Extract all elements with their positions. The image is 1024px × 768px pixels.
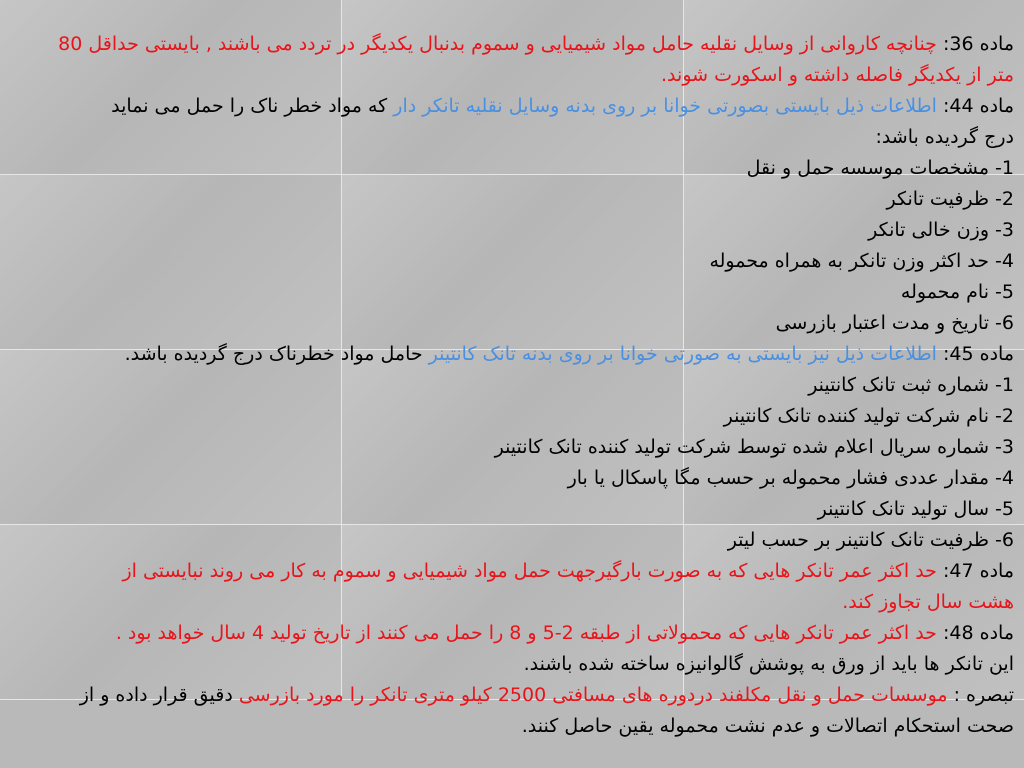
article-44-line-1 <box>12 91 1014 122</box>
article-48-line-2: این تانکر ها باید از ورق به پوشش گالوانیزه ساخته شده باشند. <box>523 653 1014 675</box>
article-44-item: 5- نام محموله <box>900 281 1014 303</box>
article-45-item: 5- سال تولید تانک کانتینر <box>817 498 1014 520</box>
article-44-prefix: ماده 44: <box>936 95 1014 117</box>
article-44-line-2: درج گردیده باشد: <box>875 126 1014 148</box>
article-36-line-2: متر از یکدیگر فاصله داشته و اسکورت شوند. <box>661 64 1014 86</box>
note-highlight: موسسات حمل و نقل مکلفند دردوره های مسافتی 2500 کیلو متری تانکر را مورد بازرسی <box>238 684 948 706</box>
article-48-text: حد اکثر عمر تانکر هایی که محمولاتی از طبقه 2-5 و 8 را حمل می کنند از تاریخ تولید 4 سال خواهد بود . <box>115 622 937 644</box>
article-45-item: 6- ظرفیت تانک کانتینر بر حسب لیتر <box>727 529 1014 551</box>
article-45-line-1 <box>12 339 1014 370</box>
note-line-2: صحت استحکام اتصالات و عدم نشت محموله یقین حاصل کنند. <box>521 715 1014 737</box>
article-45-item: 3- شماره سریال اعلام شده توسط شرکت تولید کننده تانک کانتینر <box>494 436 1014 458</box>
article-45-suffix: حامل مواد خطرناک درج گردیده باشد. <box>124 343 429 365</box>
article-45-item: 1- شماره ثبت تانک کانتینر <box>808 374 1014 396</box>
article-45-highlight: اطلاعات ذیل نیز بایستی به صورتی خوانا بر روی بدنه تانک کانتینر <box>428 343 937 365</box>
article-47-text: حد اکثر عمر تانکر هایی که به صورت بارگیرجهت حمل مواد شیمیایی و سموم به کار می روند نبایستی از <box>122 560 937 582</box>
article-36-prefix: ماده 36: <box>936 33 1014 55</box>
article-47-line-1 <box>12 556 1014 587</box>
article-44-highlight: اطلاعات ذیل بایستی بصورتی خوانا بر روی بدنه وسایل نقلیه تانکر دار <box>393 95 937 117</box>
article-45-prefix: ماده 45: <box>936 343 1014 365</box>
note-suffix: دقیق قرار داده و از <box>79 684 239 706</box>
article-47-line-2: هشت سال تجاوز کند. <box>842 591 1014 613</box>
article-44-item: 2- ظرفیت تانکر <box>886 188 1014 210</box>
article-36-text: چنانچه کاروانی از وسایل نقلیه حامل مواد شیمیایی و سموم بدنبال یکدیگر در تردد می باشند , بایستی حداقل 80 <box>58 33 937 55</box>
article-47-prefix: ماده 47: <box>936 560 1014 582</box>
article-44-item: 1- مشخصات موسسه حمل و نقل <box>746 157 1014 179</box>
article-44-suffix: که مواد خطر ناک را حمل می نماید <box>111 95 394 117</box>
note-line-1 <box>12 680 1014 711</box>
article-45-item: 2- نام شرکت تولید کننده تانک کانتینر <box>723 405 1014 427</box>
article-45-item: 4- مقدار عددی فشار محموله بر حسب مگا پاسکال یا بار <box>567 467 1014 489</box>
article-36-line-1 <box>12 29 1014 60</box>
note-prefix: تبصره : <box>947 684 1014 706</box>
article-44-item: 3- وزن خالی تانکر <box>868 219 1014 241</box>
article-44-item: 4- حد اکثر وزن تانکر به همراه محموله <box>709 250 1014 272</box>
slide-text-body <box>12 29 1014 742</box>
article-48-line-1 <box>12 618 1014 649</box>
article-48-prefix: ماده 48: <box>936 622 1014 644</box>
article-44-item: 6- تاریخ و مدت اعتبار بازرسی <box>775 312 1014 334</box>
